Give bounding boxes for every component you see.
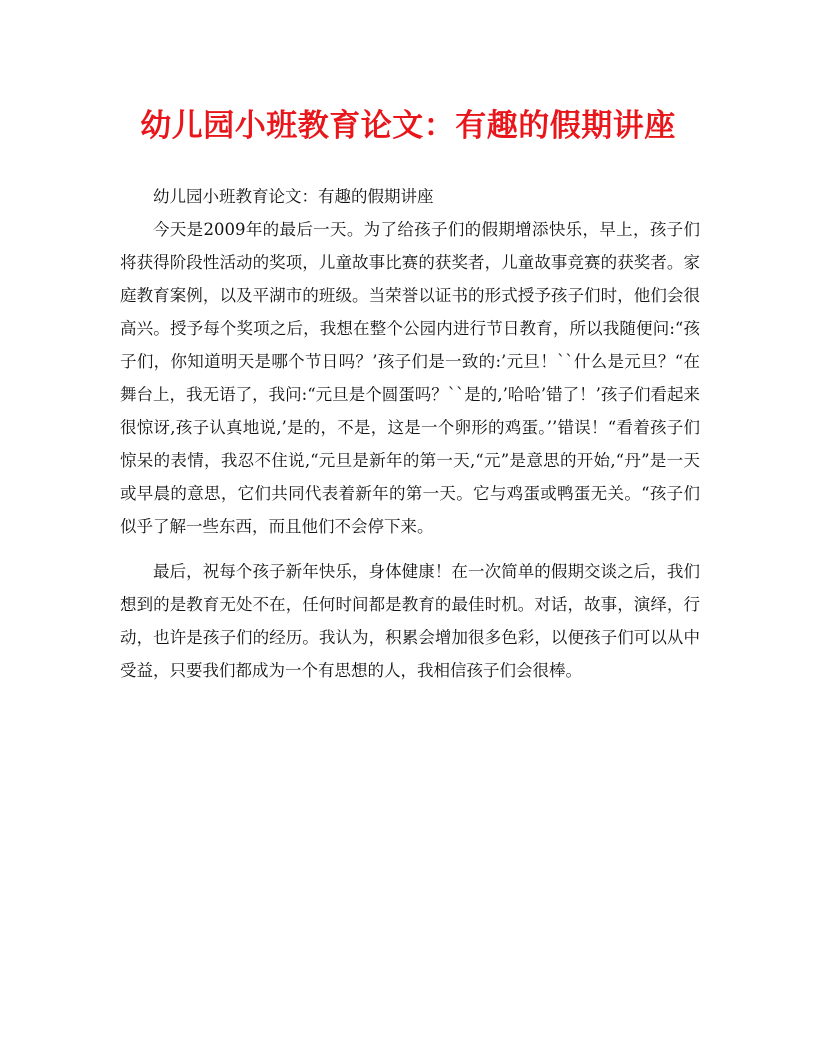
document-title: 幼儿园小班教育论文：有趣的假期讲座 — [140, 108, 676, 144]
paragraph-story: 今天是2009年的最后一天。为了给孩子们的假期增添快乐，早上，孩子们将获得阶段性活动的奖项，儿童故事比赛的获奖者，儿童故事竞赛的获奖者。家庭教育案例，以及平湖市的班级。当荣誉以证书的形式授予孩子们时，他们会很高兴。授予每个奖项之后，我想在整个公园内进行节日教育，所以我随便问:“孩子们，你知道明天是哪个节日吗？’孩子们是一致的:’元旦！``什么是元旦？“在舞台上，我无语了，我问:“元旦是个圆蛋吗？``是的,’哈哈’错了！’孩子们看起来很惊讶,孩子认真地说,’是的，不是，这是一个卵形的鸡蛋。’’错误！“看着孩子们惊呆的表情，我忍不住说,“元旦是新年的第一天,“元”是意思的开始,“丹”是一天或早晨的意思，它们共同代表着新年的第一天。它与鸡蛋或鸭蛋无关。“孩子们似乎了解一些东西，而且他们不会停下来。 — [120, 220, 700, 536]
paragraph-subtitle: 幼儿园小班教育论文：有趣的假期讲座 — [153, 187, 434, 206]
document-body — [120, 180, 700, 699]
paragraph-conclusion: 最后，祝每个孩子新年快乐，身体健康！在一次简单的假期交谈之后，我们想到的是教育无处不在，任何时间都是教育的最佳时机。对话，故事，演绎，行动，也许是孩子们的经历。我认为，积累会增加很多色彩，以便孩子们可以从中受益，只要我们都成为一个有思想的人，我相信孩子们会很棒。 — [120, 562, 700, 680]
